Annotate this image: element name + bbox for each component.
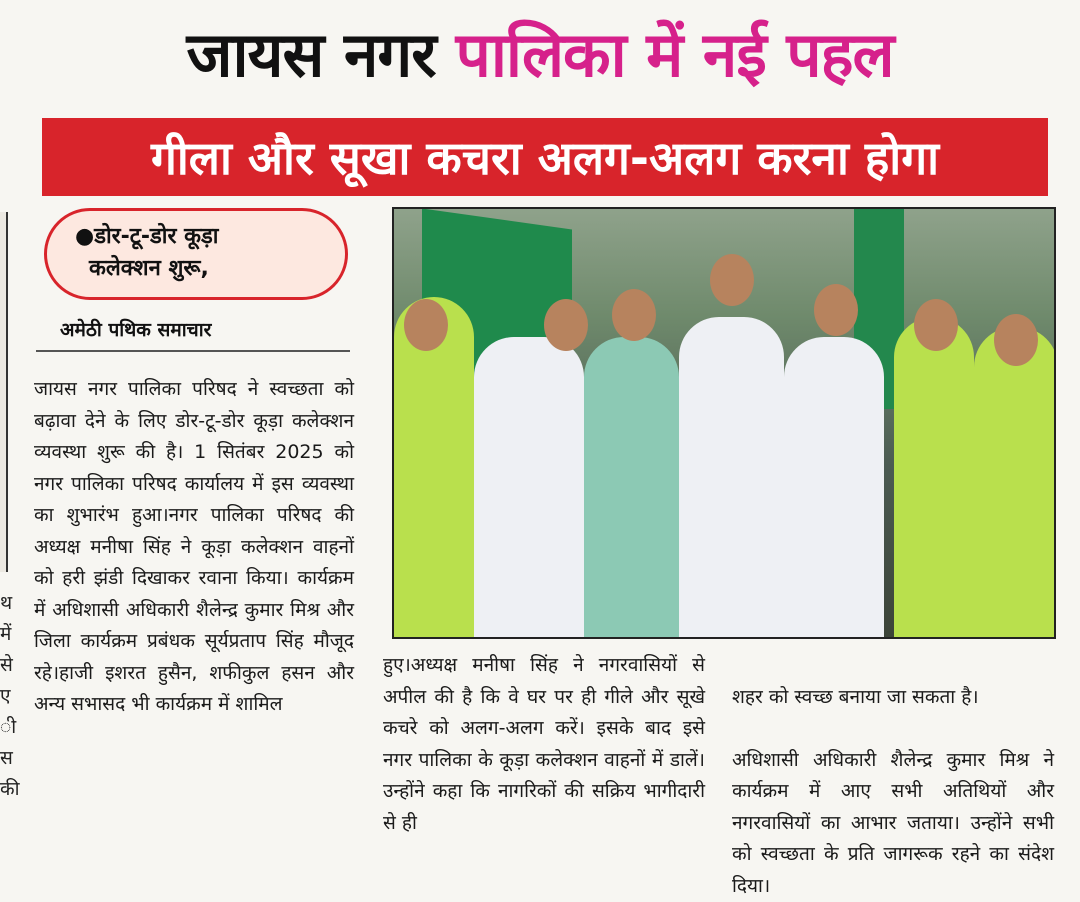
subheadline-banner: गीला और सूखा कचरा अलग-अलग करना होगा: [42, 118, 1048, 196]
byline: अमेठी पथिक समाचार: [60, 319, 212, 341]
person-head: [612, 289, 656, 341]
news-photo: [392, 207, 1056, 639]
adjacent-column-edge: [0, 212, 8, 572]
person-head: [814, 284, 858, 336]
article-column-3-rest: अधिशासी अधिकारी शैलेन्द्र कुमार मिश्र ने कार्यक्रम में आए सभी अतिथियों और नगरवासियों का आभार जताया। उन्होंने सभी को स्वच्छता के प्रति जागरूक रहने का संदेश दिया।: [732, 748, 1054, 897]
person-head: [404, 299, 448, 351]
person-head: [994, 314, 1038, 366]
official-figure: [474, 337, 584, 637]
worker-figure: [894, 317, 974, 637]
highlight-line-1: ●डोर-टू-डोर कूड़ा: [75, 224, 219, 249]
article-column-2: हुए।अध्यक्ष मनीषा सिंह ने नगरवासियों से अपील की है कि वे घर पर ही गीले और सूखे कचरे को अलग-अलग करें। इसके बाद इसे नगर पालिका के कूड़ा कलेक्शन वाहनों में डालें। उन्होंने कहा कि नागरिकों की सक्रिय भागीदारी से ही: [383, 654, 705, 834]
person-head: [710, 254, 754, 306]
highlight-line-2: कलेक्शन शुरू,: [89, 256, 209, 281]
headline-black-part: जायस नगर: [186, 18, 436, 91]
officer-figure: [784, 337, 884, 637]
person-head: [544, 299, 588, 351]
article-column-3: [732, 650, 1054, 902]
article-column-1: जायस नगर पालिका परिषद ने स्वच्छता को बढ़ावा देने के लिए डोर-टू-डोर कूड़ा कलेक्शन व्यवस्था शुरू की है। 1 सितंबर 2025 को नगर पालिका परिषद कार्यालय में इस व्यवस्था का शुभारंभ हुआ।नगर पालिका परिषद की अध्यक्ष मनीषा सिंह ने कूड़ा कलेक्शन वाहनों को हरी झंडी दिखाकर रवाना किया। कार्यक्रम में अधिशासी अधिकारी शैलेन्द्र कुमार मिश्र और जिला कार्यक्रम प्रबंधक सूर्यप्रताप सिंह मौजूद रहे।हाजी इशरत हुसैन, शफीकुल हसन और अन्य सभासद भी कार्यक्रम में शामिल: [34, 378, 354, 715]
person-head: [914, 299, 958, 351]
main-headline: [0, 0, 1080, 110]
worker-figure: [974, 327, 1056, 637]
highlight-box: [44, 208, 348, 300]
officer-figure: [679, 317, 784, 637]
adjacent-column-cut-text: थ में से ए ी स की: [0, 592, 20, 800]
headline-pink-part: पालिका में नई पहल: [455, 18, 894, 91]
byline-divider: [36, 350, 350, 352]
chairperson-figure: [584, 337, 679, 637]
article-column-3-first: शहर को स्वच्छ बनाया जा सकता है।: [732, 685, 979, 708]
